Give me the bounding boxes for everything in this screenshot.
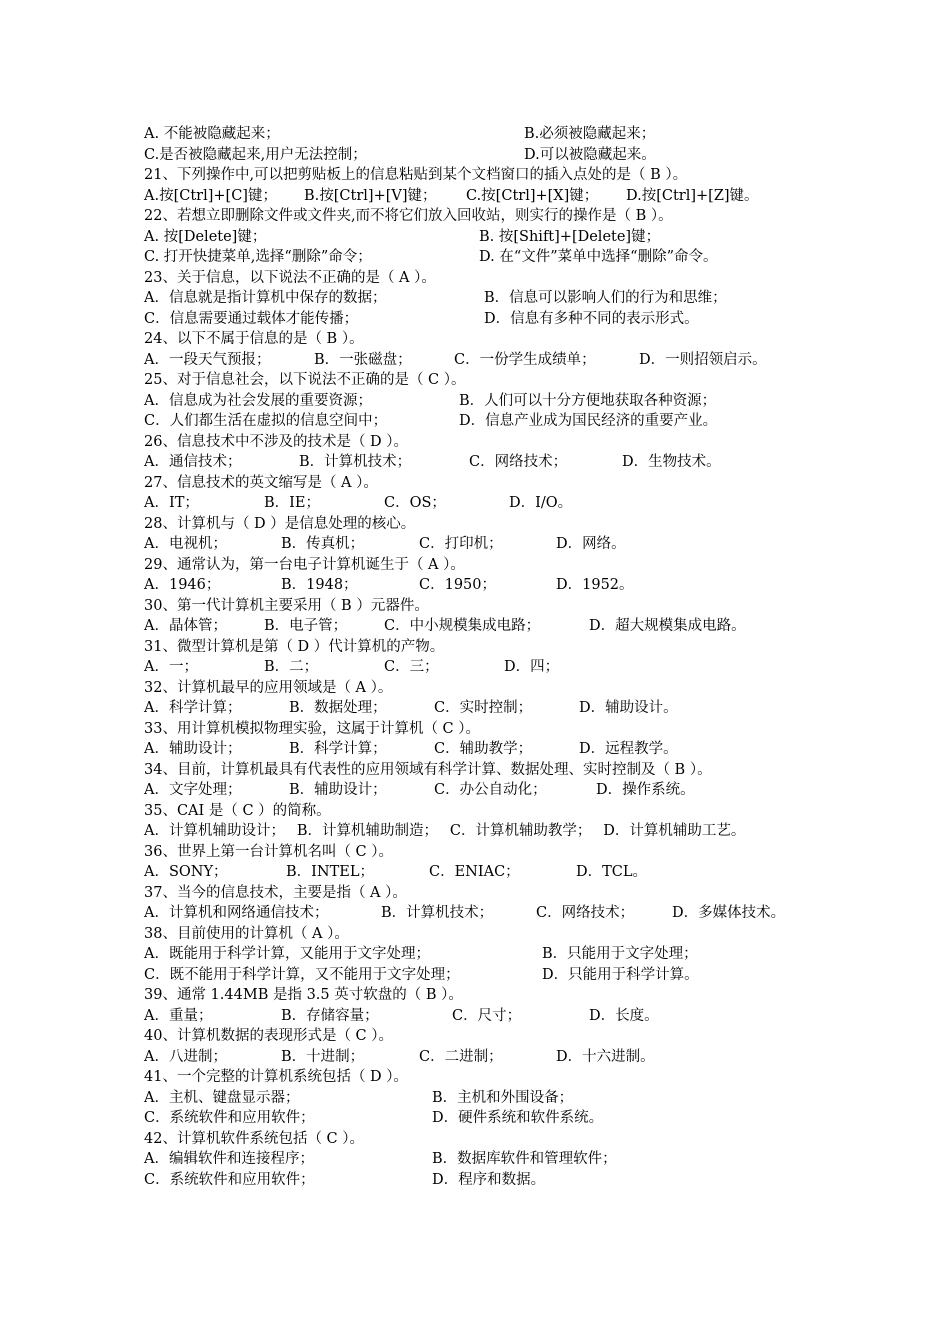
text-segment: D．信息有多种不同的表示形式。 bbox=[484, 310, 699, 327]
text-segment: 41、一个完整的计算机系统包括（ D ）。 bbox=[144, 1069, 409, 1085]
text-segment: 22、若想立即删除文件或文件夹,而不将它们放入回收站，则实行的操作是（ B ）。 bbox=[144, 208, 673, 224]
text-segment: C．1950； bbox=[419, 577, 496, 593]
text-segment: A．科学计算； bbox=[144, 700, 242, 716]
text-line bbox=[144, 124, 810, 145]
text-line bbox=[144, 206, 810, 227]
text-segment: D．1952。 bbox=[556, 577, 634, 593]
text-line bbox=[144, 1026, 810, 1047]
text-line bbox=[144, 1088, 810, 1109]
text-line bbox=[144, 329, 810, 350]
text-segment: 35、CAI 是（ C ）的简称。 bbox=[144, 802, 331, 819]
text-segment: A．一段天气预报； bbox=[144, 351, 271, 368]
text-segment: 27、信息技术的英文缩写是（ A ）。 bbox=[144, 474, 378, 491]
text-segment: D．四； bbox=[504, 659, 560, 675]
text-segment: A．重量； bbox=[144, 1007, 213, 1024]
text-segment: C．一份学生成绩单； bbox=[454, 351, 596, 368]
text-segment: D．I/O。 bbox=[509, 495, 573, 511]
text-segment: B．数据处理； bbox=[289, 700, 387, 716]
text-line bbox=[144, 432, 810, 453]
text-segment: D．操作系统。 bbox=[596, 782, 695, 798]
text-segment: 21、下列操作中,可以把剪贴板上的信息粘贴到某个文档窗口的插入点处的是（ B ）。 bbox=[144, 167, 688, 183]
text-segment: B.按[Ctrl]+[V]键； bbox=[304, 187, 437, 204]
text-segment: A. 按[Delete]键； bbox=[144, 228, 267, 245]
text-segment: 28、计算机与（ D ）是信息处理的核心。 bbox=[144, 515, 416, 532]
text-line bbox=[144, 411, 810, 432]
text-segment: A.按[Ctrl]+[C]键； bbox=[144, 187, 277, 204]
text-segment: B．计算机技术； bbox=[381, 905, 494, 921]
text-segment: 24、以下不属于信息的是（ B ）。 bbox=[144, 331, 364, 347]
text-line bbox=[144, 637, 810, 658]
text-segment: A．晶体管； bbox=[144, 618, 227, 634]
text-segment: A. 不能被隐藏起来； bbox=[144, 126, 280, 142]
text-line bbox=[144, 493, 810, 514]
text-segment: D．一则招领启示。 bbox=[639, 351, 767, 368]
text-segment: B．1948； bbox=[281, 577, 358, 593]
text-segment: C.是否被隐藏起来,用户无法控制； bbox=[144, 146, 367, 163]
text-segment: C．网络技术； bbox=[469, 454, 568, 470]
text-segment: B．人们可以十分方便地获取各种资源； bbox=[459, 392, 717, 409]
text-segment: B．一张磁盘； bbox=[314, 351, 412, 368]
text-segment: 23、关于信息，以下说法不正确的是（ A ）。 bbox=[144, 269, 436, 286]
text-segment: D．远程教学。 bbox=[579, 741, 678, 757]
text-segment: 34、目前，计算机最具有代表性的应用领域有科学计算、数据处理、实时控制及（ B ）。 bbox=[144, 761, 712, 778]
text-segment: B．电子管； bbox=[264, 618, 348, 634]
text-segment: A．编辑软件和连接程序； bbox=[144, 1151, 314, 1167]
text-line bbox=[144, 678, 810, 699]
text-line bbox=[144, 309, 810, 330]
text-segment: 40、计算机数据的表现形式是（ C ）。 bbox=[144, 1028, 394, 1044]
text-segment: A．辅助设计； bbox=[144, 741, 242, 757]
text-segment: D．生物技术。 bbox=[622, 454, 721, 470]
text-line bbox=[144, 719, 810, 740]
text-line bbox=[144, 350, 810, 371]
text-line bbox=[144, 1129, 810, 1150]
text-segment: B. 按[Shift]+[Delete]键； bbox=[479, 228, 661, 245]
text-segment: D．程序和数据。 bbox=[432, 1171, 546, 1188]
text-segment: C．既不能用于科学计算，又不能用于文字处理； bbox=[144, 966, 460, 983]
text-line bbox=[144, 780, 810, 801]
text-segment: C．三； bbox=[384, 659, 439, 675]
text-segment: A．计算机辅助设计； B．计算机辅助制造； C．计算机辅助教学； D．计算机辅助工艺。 bbox=[144, 823, 746, 839]
text-segment: C．辅助教学； bbox=[434, 741, 533, 757]
text-line bbox=[144, 473, 810, 494]
text-segment: D．长度。 bbox=[589, 1007, 659, 1024]
text-line bbox=[144, 965, 810, 986]
text-line bbox=[144, 596, 810, 617]
text-segment: A．一； bbox=[144, 659, 198, 675]
text-line bbox=[144, 165, 810, 186]
text-segment: D．只能用于科学计算。 bbox=[542, 966, 699, 983]
text-line bbox=[144, 801, 810, 822]
text-line bbox=[144, 1108, 810, 1129]
text-segment: 30、第一代计算机主要采用（ B ）元器件。 bbox=[144, 597, 429, 614]
text-segment: C．系统软件和应用软件； bbox=[144, 1171, 315, 1188]
text-segment: A．电视机； bbox=[144, 536, 227, 552]
text-segment: 39、通常 1.44MB 是指 3.5 英寸软盘的（ B ）。 bbox=[144, 987, 463, 1003]
text-segment: B．辅助设计； bbox=[289, 782, 387, 798]
text-line bbox=[144, 227, 810, 248]
text-segment: A．IT； bbox=[144, 495, 199, 511]
text-line bbox=[144, 514, 810, 535]
text-line bbox=[144, 944, 810, 965]
text-segment: D．超大规模集成电路。 bbox=[589, 618, 746, 634]
text-segment: C．中小规模集成电路； bbox=[384, 618, 541, 634]
text-segment: D．TCL。 bbox=[576, 864, 648, 880]
text-segment: D．信息产业成为国民经济的重要产业。 bbox=[459, 413, 718, 429]
text-segment: C．打印机； bbox=[419, 536, 503, 552]
text-segment: 31、微型计算机是第（ D ）代计算机的产物。 bbox=[144, 638, 445, 655]
text-segment: A．既能用于科学计算，又能用于文字处理； bbox=[144, 946, 430, 962]
text-segment: D.可以被隐藏起来。 bbox=[524, 146, 656, 163]
text-line bbox=[144, 268, 810, 289]
text-segment: C. 打开快捷菜单,选择“删除”命令； bbox=[144, 249, 372, 265]
text-segment: A．主机、键盘显示器； bbox=[144, 1089, 300, 1106]
text-line bbox=[144, 575, 810, 596]
text-segment: B．计算机技术； bbox=[299, 454, 412, 470]
text-line bbox=[144, 555, 810, 576]
text-segment: B．二； bbox=[264, 659, 319, 675]
text-line bbox=[144, 903, 810, 924]
text-segment: A．文字处理； bbox=[144, 782, 242, 798]
text-line bbox=[144, 145, 810, 166]
text-line bbox=[144, 862, 810, 883]
text-segment: B．主机和外围设备； bbox=[432, 1089, 574, 1106]
text-segment: C．人们都生活在虚拟的信息空间中； bbox=[144, 413, 388, 429]
text-segment: 29、通常认为，第一台电子计算机诞生于（ A ）。 bbox=[144, 556, 465, 573]
text-segment: A．1946； bbox=[144, 577, 221, 593]
text-segment: B．十进制； bbox=[281, 1048, 365, 1065]
text-segment: D．十六进制。 bbox=[556, 1048, 655, 1065]
text-segment: D．多媒体技术。 bbox=[672, 905, 786, 921]
text-segment: C．OS； bbox=[384, 495, 446, 511]
text-segment: B．科学计算； bbox=[289, 741, 387, 757]
text-segment: C．信息需要通过载体才能传播； bbox=[144, 310, 359, 327]
text-line bbox=[144, 1047, 810, 1068]
text-line bbox=[144, 1170, 810, 1191]
text-line bbox=[144, 1067, 810, 1088]
text-segment: C.按[Ctrl]+[X]键； bbox=[466, 187, 599, 204]
text-segment: D．网络。 bbox=[556, 536, 626, 552]
text-line bbox=[144, 1149, 810, 1170]
text-line bbox=[144, 698, 810, 719]
text-line bbox=[144, 391, 810, 412]
text-line bbox=[144, 288, 810, 309]
text-segment: 36、世界上第一台计算机名叫（ C ）。 bbox=[144, 843, 394, 860]
text-segment: C．办公自动化； bbox=[434, 782, 547, 798]
text-line bbox=[144, 534, 810, 555]
text-segment: C．网络技术； bbox=[536, 905, 635, 921]
text-segment: C．尺寸； bbox=[452, 1007, 522, 1024]
text-segment: A．SONY； bbox=[144, 864, 228, 880]
text-segment: 37、当今的信息技术，主要是指（ A ）。 bbox=[144, 884, 407, 901]
text-segment: 32、计算机最早的应用领域是（ A ）。 bbox=[144, 679, 393, 696]
text-segment: B．数据库软件和管理软件； bbox=[432, 1151, 617, 1167]
text-segment: B．INTEL； bbox=[286, 864, 374, 880]
text-line bbox=[144, 370, 810, 391]
text-segment: B．传真机； bbox=[281, 536, 365, 552]
text-line bbox=[144, 657, 810, 678]
text-line bbox=[144, 985, 810, 1006]
text-segment: 25、对于信息社会，以下说法不正确的是（ C ）。 bbox=[144, 372, 466, 388]
text-segment: A．信息就是指计算机中保存的数据； bbox=[144, 290, 387, 306]
text-segment: D.按[Ctrl]+[Z]键。 bbox=[626, 187, 759, 204]
text-segment: 38、目前使用的计算机（ A ）。 bbox=[144, 925, 349, 942]
text-line bbox=[144, 739, 810, 760]
text-line bbox=[144, 924, 810, 945]
text-segment: D．辅助设计。 bbox=[579, 700, 678, 716]
text-segment: B．IE； bbox=[264, 495, 320, 511]
text-segment: A．信息成为社会发展的重要资源； bbox=[144, 392, 372, 409]
text-segment: A．通信技术； bbox=[144, 454, 242, 470]
text-segment: 26、信息技术中不涉及的技术是（ D ）。 bbox=[144, 433, 409, 450]
text-segment: D．硬件系统和软件系统。 bbox=[432, 1110, 604, 1126]
text-segment: 42、计算机软件系统包括（ C ）。 bbox=[144, 1130, 365, 1147]
text-line bbox=[144, 760, 810, 781]
text-line bbox=[144, 247, 810, 268]
text-line bbox=[144, 883, 810, 904]
text-segment: A．计算机和网络通信技术； bbox=[144, 905, 329, 921]
text-segment: C．实时控制； bbox=[434, 700, 533, 716]
text-segment: C．系统软件和应用软件； bbox=[144, 1110, 315, 1126]
text-line bbox=[144, 842, 810, 863]
text-line bbox=[144, 186, 810, 207]
text-segment: C．二进制； bbox=[419, 1048, 503, 1065]
text-segment: B．信息可以影响人们的行为和思维； bbox=[484, 290, 727, 306]
text-line bbox=[144, 821, 810, 842]
text-line bbox=[144, 616, 810, 637]
text-segment: B．只能用于文字处理； bbox=[542, 946, 698, 962]
text-segment: D. 在“文件”菜单中选择“删除”命令。 bbox=[479, 249, 718, 265]
text-segment: C．ENIAC； bbox=[429, 864, 520, 880]
text-line bbox=[144, 1006, 810, 1027]
text-segment: 33、用计算机模拟物理实验，这属于计算机（ C ）。 bbox=[144, 720, 481, 737]
text-line bbox=[144, 452, 810, 473]
text-segment: B.必须被隐藏起来； bbox=[524, 126, 656, 142]
text-segment: A．八进制； bbox=[144, 1048, 227, 1065]
text-segment: B．存储容量； bbox=[281, 1007, 379, 1024]
